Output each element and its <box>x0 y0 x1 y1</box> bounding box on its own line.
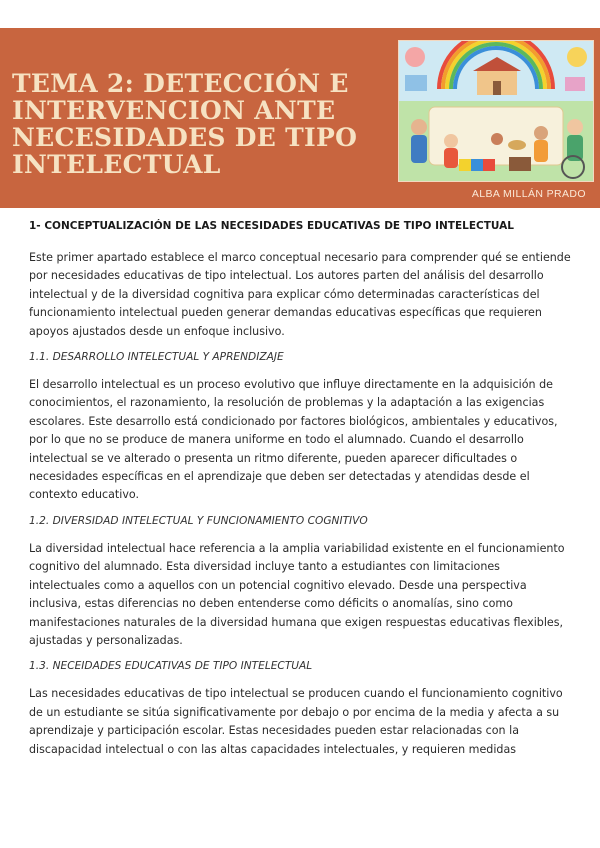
subsection-paragraph: Las necesidades educativas de tipo intelectual se producen cuando el funcionamiento cognitivo de un estudiante se sitúa significativamente por debajo o por encima de la media y afecta a su aprendizaje y participación escolar. Estas necesidades pueden estar relacionadas con la discapacidad intelectual o con las altas capacidades intelectuales, y requieren medidas <box>29 687 563 756</box>
subsection-heading: 1.3. NECEIDADES EDUCATIVAS DE TIPO INTELECTUAL <box>29 660 313 673</box>
classroom-scene-drawing <box>399 41 593 181</box>
author-name: ALBA MILLÁN PRADO <box>471 188 586 200</box>
subsection-heading: 1.2. DIVERSIDAD INTELECTUAL Y FUNCIONAMIENTO COGNITIVO <box>29 514 368 527</box>
subsection-heading: 1.1. DESARROLLO INTELECTUAL Y APRENDIZAJE <box>29 351 284 364</box>
classroom-illustration <box>398 40 594 182</box>
subsection-paragraph: La diversidad intelectual hace referencia a la amplia variabilidad existente en el funcionamiento cognitivo del alumnado. Esta diversidad incluye tanto a estudiantes con limitaciones intelectuales como a aquellos con un potencial cognitivo elevado. Desde una perspectiva inclusiva, estas diferencias no deben entenderse como déficits o anomalías, sino como manifestaciones naturales de la diversidad humana que exigen respuestas educativas flexibles, ajustadas y personalizadas. <box>29 541 565 647</box>
subsection-paragraph: El desarrollo intelectual es un proceso evolutivo que influye directamente en la adquisición de conocimientos, el razonamiento, la resolución de problemas y la adaptación a las exigencias escolares. Este desarrollo está condicionado por factores biológicos, ambientales y educativos, por lo que no se produce de manera uniforme en todo el alumnado. Cuando el desarrollo intelectual se ve alterado o presenta un ritmo diferente, pueden aparecer dificultades o necesidades específicas en el aprendizaje que deben ser detectadas y atendidas desde el contexto educativo. <box>29 378 558 502</box>
section-paragraph: Este primer apartado establece el marco conceptual necesario para comprender qué se entiende por necesidades educativas de tipo intelectual. Los autores parten del análisis del desarrollo intelectual y de la diversidad cognitiva para explicar cómo determinadas características del funcionamiento intelectual pueden generar demandas educativas específicas que requieren apoyos ajustados desde un enfoque inclusivo. <box>29 251 571 338</box>
document-title: TEMA 2: DETECCIÓN E INTERVENCION ANTE NECESIDADES DE TIPO INTELECTUAL <box>12 69 358 179</box>
section-heading: 1- CONCEPTUALIZACIÓN DE LAS NECESIDADES EDUCATIVAS DE TIPO INTELECTUAL <box>29 220 514 232</box>
document-body <box>29 220 571 769</box>
